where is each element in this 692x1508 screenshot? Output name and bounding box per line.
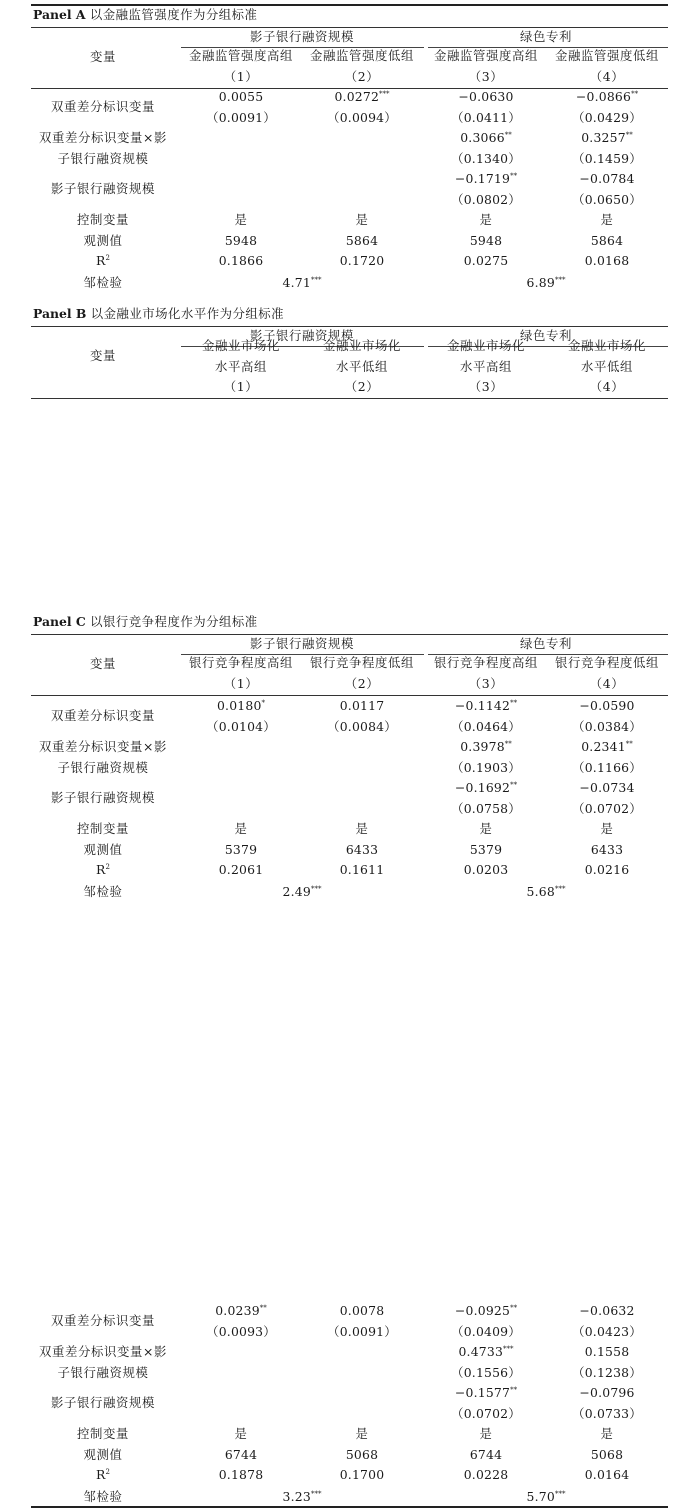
panel-a-did-coef-4-value: −0.0866 [575,88,632,104]
panel-c-r2-exponent: 2 [105,1467,110,1476]
panel-a-controls-3: 是 [479,211,493,227]
panel-c-did-coef-1-value: 0.0239 [215,1302,260,1318]
panel-a-did-coef-2 [334,88,390,104]
panel-b-zou-right-significance: *** [554,884,566,893]
panel-b-col-header-1: 金融业市场化 [202,337,280,353]
panel-b-controls-3: 是 [479,820,493,836]
panel-b-shadow-coef-4-value: −0.0734 [579,779,635,795]
panel-b-header-rule [31,398,668,399]
panel-a-controls-2: 是 [355,211,369,227]
panel-a-col-number-2: （2） [344,68,380,84]
panel-a-row-interaction-label-2: 子银行融资规模 [57,150,149,166]
panel-a-row-controls-label: 控制变量 [77,211,129,227]
panel-b-group-green-patent: 绿色专利 [520,327,572,343]
panel-a-did-coef-3 [458,88,514,104]
panel-a-did-se-4: （0.0429） [572,109,642,125]
panel-a-shadow-coef-4-value: −0.0784 [579,170,635,186]
panel-a-criterion: 以金融监管强度作为分组标准 [89,6,258,22]
panel-c-shadow-se-3: （0.0702） [451,1405,521,1421]
panel-c-label: Panel C [33,613,91,629]
panel-c-controls-3: 是 [479,1425,493,1441]
panel-a-col-number-1: （1） [223,68,259,84]
panel-b-r2-1: 0.2061 [218,861,264,877]
panel-b-col-number-2: （2） [344,378,380,394]
panel-b-interaction-se-3: （0.1903） [451,759,521,775]
panel-a-obs-3: 5948 [469,232,503,248]
panel-b-interaction-coef-4-significance: ** [625,739,633,748]
panel-a-col-number-4: （4） [589,68,625,84]
panel-b-interaction-coef-3-value: 0.3978 [460,738,505,754]
panel-c-zou-left [282,1488,322,1504]
panel-b-did-coef-2 [339,697,385,713]
panel-b-shadow-se-4: （0.0702） [572,800,642,816]
panel-c-row-interaction-label-1: 双重差分标识变量×影 [39,1343,167,1359]
panel-c-header-rule [31,695,668,696]
panel-a-zou-right [526,274,566,290]
panel-c-col-header-3: 银行竞争程度高组 [434,654,538,670]
panel-b-shadow-coef-3-significance: ** [510,780,518,789]
panel-b-group-shadow-banking: 影子银行融资规模 [250,327,354,343]
panel-c-group-shadow-banking: 影子银行融资规模 [250,635,354,651]
panel-b-row-interaction-label-1: 双重差分标识变量×影 [39,738,167,754]
panel-b-row-controls-label: 控制变量 [77,820,129,836]
panel-a-r2-4: 0.0168 [584,252,630,268]
panel-a-shadow-se-4: （0.0650） [572,191,642,207]
panel-b-zou-left-significance: *** [310,884,322,893]
panel-a-group-green-patent: 绿色专利 [520,28,572,44]
panel-a-col-header-1: 金融监管强度高组 [189,47,293,63]
panel-c-row-r2-label [96,1466,110,1482]
panel-c-row-zou-label: 邹检验 [83,1488,123,1504]
panel-b-zou-right [526,883,566,899]
panel-b-did-coef-2-value: 0.0117 [339,697,385,713]
panel-c-row-obs-label: 观测值 [83,1446,123,1462]
panel-a-controls-4: 是 [600,211,614,227]
panel-a-row-obs-label: 观测值 [83,232,123,248]
panel-a-zou-left-value: 4.71 [282,274,311,290]
panel-b-obs-2: 6433 [345,841,379,857]
panel-a-group-shadow-banking: 影子银行融资规模 [250,28,354,44]
panel-b-did-coef-1-significance: * [261,698,266,707]
panel-a-interaction-coef-3 [460,129,512,145]
panel-a-obs-2: 5864 [345,232,379,248]
panel-a-interaction-coef-3-value: 0.3066 [460,129,505,145]
panel-b-row-interaction-label-2: 子银行融资规模 [57,759,149,775]
panel-c-shadow-se-4: （0.0733） [572,1405,642,1421]
panel-a-row-interaction-label-1: 双重差分标识变量×影 [39,129,167,145]
panel-b-r2-exponent: 2 [105,862,110,871]
panel-b-did-coef-1-value: 0.0180 [216,697,262,713]
panel-a-did-coef-2-value: 0.0272 [334,88,380,104]
panel-c-did-coef-4 [579,1302,635,1318]
panel-c-did-se-1: （0.0093） [206,1323,276,1339]
panel-a-did-coef-2-significance: *** [379,89,390,98]
panel-c-did-se-4: （0.0423） [572,1323,642,1339]
panel-c-zou-right-significance: *** [554,1489,566,1498]
panel-b-controls-1: 是 [234,820,248,836]
panel-c-row-interaction-label-2: 子银行融资规模 [57,1364,149,1380]
panel-b-r2-2: 0.1611 [339,861,385,877]
panel-b-label: Panel B [33,305,91,321]
panel-a-col-header-4: 金融监管强度低组 [555,47,659,63]
panel-b-interaction-coef-3-significance: ** [504,739,512,748]
panel-b-did-coef-3-value: −0.1142 [454,697,511,713]
panel-a-interaction-coef-4-significance: ** [625,130,633,139]
panel-a-r2-1: 0.1866 [218,252,264,268]
panel-c-shadow-coef-3-value: −0.1577 [454,1384,511,1400]
panel-c-col-header-2: 银行竞争程度低组 [310,654,414,670]
panel-c-shadow-coef-4-value: −0.0796 [579,1384,635,1400]
panel-c-did-coef-3-value: −0.0925 [454,1302,511,1318]
panel-b-row-obs-label: 观测值 [83,841,123,857]
panel-a-controls-1: 是 [234,211,248,227]
panel-b-shadow-coef-4 [579,779,635,795]
panel-b-did-coef-3-significance: ** [510,698,518,707]
panel-b-shadow-coef-3 [454,779,518,795]
panel-a-row-zou-label: 邹检验 [83,274,123,290]
panel-a-shadow-coef-3-value: −0.1719 [454,170,511,186]
panel-a-did-se-2: （0.0094） [327,109,397,125]
panel-a-zou-right-significance: *** [554,275,566,284]
panel-b-did-se-1: （0.0104） [206,718,276,734]
panel-a-shadow-coef-3-significance: ** [510,171,518,180]
panel-a-interaction-coef-3-significance: ** [504,130,512,139]
panel-b-r2-base: R [96,861,106,877]
panel-c-r2-1: 0.1878 [218,1466,264,1482]
panel-b-col-subheader-2: 水平低组 [336,358,388,374]
top-rule [31,4,668,6]
panel-b-col-subheader-4: 水平低组 [581,358,633,374]
panel-c-controls-4: 是 [600,1425,614,1441]
panel-a-shadow-coef-4 [579,170,635,186]
panel-b-col-subheader-3: 水平高组 [460,358,512,374]
panel-b-did-se-4: （0.0384） [572,718,642,734]
panel-c-shadow-coef-3-significance: ** [510,1385,518,1394]
panel-c-did-se-2: （0.0091） [327,1323,397,1339]
panel-c-controls-2: 是 [355,1425,369,1441]
panel-c-interaction-coef-4-value: 0.1558 [584,1343,630,1359]
panel-c-col-header-4: 银行竞争程度低组 [555,654,659,670]
panel-c-row-controls-label: 控制变量 [77,1425,129,1441]
panel-c-interaction-coef-3-value: 0.4733 [458,1343,504,1359]
panel-b-col-subheader-1: 水平高组 [215,358,267,374]
panel-b-col-number-1: （1） [223,378,259,394]
panel-a-r2-exponent: 2 [105,253,110,262]
panel-b-obs-3: 5379 [469,841,503,857]
panel-c-obs-1: 6744 [224,1446,258,1462]
panel-b-col-header-2: 金融业市场化 [323,337,401,353]
panel-c-did-coef-2 [339,1302,385,1318]
panel-b-controls-4: 是 [600,820,614,836]
panel-b-interaction-coef-3 [460,738,512,754]
panel-b-criterion: 以金融业市场化水平作为分组标准 [90,305,285,321]
panel-a-interaction-coef-4 [581,129,633,145]
panel-a-did-coef-1 [218,88,264,104]
panel-b-did-coef-3 [454,697,518,713]
panel-c-shadow-coef-3 [454,1384,518,1400]
panel-c-r2-3: 0.0228 [463,1466,509,1482]
panel-c-did-coef-1 [215,1302,267,1318]
panel-a-row-r2-label [96,252,110,268]
panel-c-controls-1: 是 [234,1425,248,1441]
panel-b-did-se-2: （0.0084） [327,718,397,734]
panel-b-interaction-coef-4 [581,738,633,754]
panel-a-r2-base: R [96,252,106,268]
panel-a-zou-left-significance: *** [310,275,322,284]
panel-b-shadow-coef-3-value: −0.1692 [454,779,511,795]
panel-a-zou-left [282,274,322,290]
panel-c-zou-left-value: 3.23 [282,1488,311,1504]
panel-a-did-se-1: （0.0091） [206,109,276,125]
panel-c-did-se-3: （0.0409） [451,1323,521,1339]
panel-b-zou-left [282,883,322,899]
panel-b-variable-header: 变量 [90,347,116,363]
panel-c-zou-left-significance: *** [310,1489,322,1498]
panel-b-r2-3: 0.0203 [463,861,509,877]
panel-c-row-did-label: 双重差分标识变量 [51,1312,155,1328]
panel-a-interaction-se-3: （0.1340） [451,150,521,166]
panel-c-shadow-coef-4 [579,1384,635,1400]
panel-b-did-se-3: （0.0464） [451,718,521,734]
panel-b-obs-1: 5379 [224,841,258,857]
panel-b-did-coef-4-value: −0.0590 [579,697,635,713]
panel-b-row-zou-label: 邹检验 [83,883,123,899]
panel-b-interaction-se-4: （0.1166） [572,759,642,775]
panel-c-did-coef-3-significance: ** [510,1303,518,1312]
panel-a-did-coef-4-significance: ** [631,89,639,98]
panel-b-did-coef-4 [579,697,635,713]
panel-c-row-shadow-label: 影子银行融资规模 [51,1394,155,1410]
panel-a-title [33,6,258,22]
panel-a-r2-2: 0.1720 [339,252,385,268]
panel-c-interaction-se-4: （0.1238） [572,1364,642,1380]
panel-a-row-shadow-label: 影子银行融资规模 [51,180,155,196]
panel-a-col-header-3: 金融监管强度高组 [434,47,538,63]
panel-a-did-coef-3-value: −0.0630 [458,88,514,104]
panel-b-controls-2: 是 [355,820,369,836]
panel-c-did-coef-3 [454,1302,518,1318]
panel-c-zou-right [526,1488,566,1504]
panel-b-did-coef-1 [216,697,266,713]
panel-b-title [33,305,285,321]
panel-b-row-r2-label [96,861,110,877]
panel-b-row-shadow-label: 影子银行融资规模 [51,789,155,805]
panel-c-col-number-2: （2） [344,675,380,691]
panel-a-did-coef-4 [575,88,639,104]
panel-a-col-number-3: （3） [468,68,504,84]
panel-b-r2-4: 0.0216 [584,861,630,877]
panel-a-did-coef-1-value: 0.0055 [218,88,264,104]
panel-c-interaction-coef-3 [458,1343,514,1359]
panel-c-group-green-patent: 绿色专利 [520,635,572,651]
panel-b-col-header-3: 金融业市场化 [447,337,525,353]
panel-b-zou-left-value: 2.49 [282,883,311,899]
panel-c-interaction-coef-4 [584,1343,630,1359]
panel-c-r2-2: 0.1700 [339,1466,385,1482]
panel-a-interaction-coef-4-value: 0.3257 [581,129,626,145]
panel-b-shadow-se-3: （0.0758） [451,800,521,816]
panel-a-shadow-coef-3 [454,170,518,186]
panel-c-obs-4: 5068 [590,1446,624,1462]
panel-a-zou-right-value: 6.89 [526,274,555,290]
panel-b-obs-4: 6433 [590,841,624,857]
panel-c-title [33,613,258,629]
panel-b-row-did-label: 双重差分标识变量 [51,707,155,723]
panel-a-interaction-se-4: （0.1459） [572,150,642,166]
panel-c-did-coef-4-value: −0.0632 [579,1302,635,1318]
panel-c-r2-base: R [96,1466,106,1482]
panel-c-col-number-3: （3） [468,675,504,691]
panel-a-r2-3: 0.0275 [463,252,509,268]
panel-a-did-se-3: （0.0411） [451,109,521,125]
panel-a-row-did-label: 双重差分标识变量 [51,98,155,114]
panel-b-col-number-3: （3） [468,378,504,394]
panel-c-interaction-se-3: （0.1556） [451,1364,521,1380]
panel-a-label: Panel A [33,6,90,22]
panel-c-did-coef-1-significance: ** [259,1303,267,1312]
panel-c-interaction-coef-3-significance: *** [503,1344,514,1353]
panel-b-zou-right-value: 5.68 [526,883,555,899]
panel-c-col-number-4: （4） [589,675,625,691]
panel-c-col-header-1: 银行竞争程度高组 [189,654,293,670]
panel-c-did-coef-2-value: 0.0078 [339,1302,385,1318]
panel-c-criterion: 以银行竞争程度作为分组标准 [90,613,258,629]
panel-a-obs-4: 5864 [590,232,624,248]
panel-b-interaction-coef-4-value: 0.2341 [581,738,626,754]
panel-c-zou-right-value: 5.70 [526,1488,555,1504]
panel-a-variable-header: 变量 [90,48,116,64]
panel-c-col-number-1: （1） [223,675,259,691]
panel-c-obs-3: 6744 [469,1446,503,1462]
panel-c-r2-4: 0.0164 [584,1466,630,1482]
panel-b-col-header-4: 金融业市场化 [568,337,646,353]
panel-b-col-number-4: （4） [589,378,625,394]
panel-a-obs-1: 5948 [224,232,258,248]
panel-c-obs-2: 5068 [345,1446,379,1462]
panel-c-variable-header: 变量 [90,655,116,671]
panel-a-col-header-2: 金融监管强度低组 [310,47,414,63]
panel-a-shadow-se-3: （0.0802） [451,191,521,207]
